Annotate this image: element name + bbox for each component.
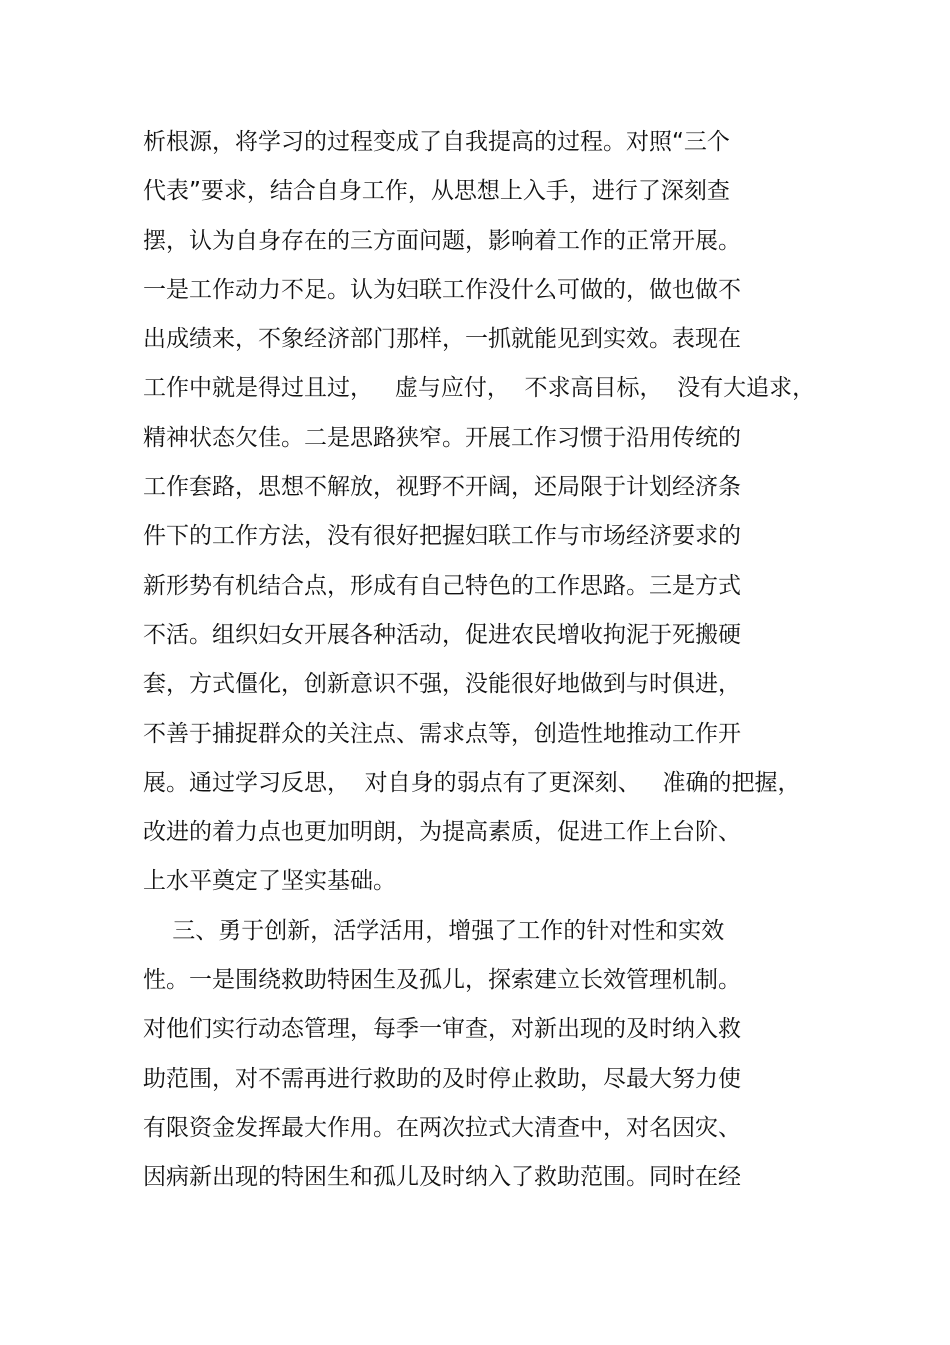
text-line: 有限资金发挥最大作用。在两次拉式大清查中，对名因灾、 [143,1114,741,1141]
text-line: 对他们实行动态管理，每季一审查，对新出现的及时纳入救 [143,1016,741,1043]
body-text [143,118,843,1203]
text-line: 不善于捕捉群众的关注点、需求点等，创造性地推动工作开 [143,720,741,747]
text-line: 因病新出现的特困生和孤儿及时纳入了救助范围。同时在经 [143,1164,741,1191]
text-line: 出成绩来，不象经济部门那样，一抓就能见到实效。表现在 [143,326,741,353]
text-line: 展。通过学习反思， 对自身的弱点有了更深刻、 准确的把握， [143,769,801,796]
text-line: 性。一是围绕救助特困生及孤儿，探索建立长效管理机制。 [143,967,741,994]
text-line: 代表”要求，结合自身工作，从思想上入手，进行了深刻查 [143,178,730,205]
text-line: 套，方式僵化，创新意识不强，没能很好地做到与时俱进， [143,671,741,698]
text-line: 摆，认为自身存在的三方面问题，影响着工作的正常开展。 [143,227,741,254]
text-line: 精神状态欠佳。二是思路狭窄。开展工作习惯于沿用传统的 [143,424,741,451]
text-line: 上水平奠定了坚实基础。 [143,868,396,895]
text-line: 一是工作动力不足。认为妇联工作没什么可做的，做也做不 [143,276,741,303]
text-line: 工作中就是得过且过， 虚与应付， 不求高目标， 没有大追求， [143,375,816,402]
text-line: 析根源，将学习的过程变成了自我提高的过程。对照“三个 [143,129,730,155]
text-line: 助范围，对不需再进行救助的及时停止救助，尽最大努力使 [143,1065,741,1092]
text-line: 新形势有机结合点，形成有自己特色的工作思路。三是方式 [143,572,741,599]
text-line: 工作套路，思想不解放，视野不开阔，还局限于计划经济条 [143,474,741,501]
section-heading-line: 三、勇于创新，活学活用，增强了工作的针对性和实效 [143,917,725,944]
text-line: 不活。组织妇女开展各种活动，促进农民增收拘泥于死搬硬 [143,621,741,648]
text-line: 件下的工作方法，没有很好把握妇联工作与市场经济要求的 [143,523,741,550]
text-line: 改进的着力点也更加明朗，为提高素质，促进工作上台阶、 [143,819,741,846]
